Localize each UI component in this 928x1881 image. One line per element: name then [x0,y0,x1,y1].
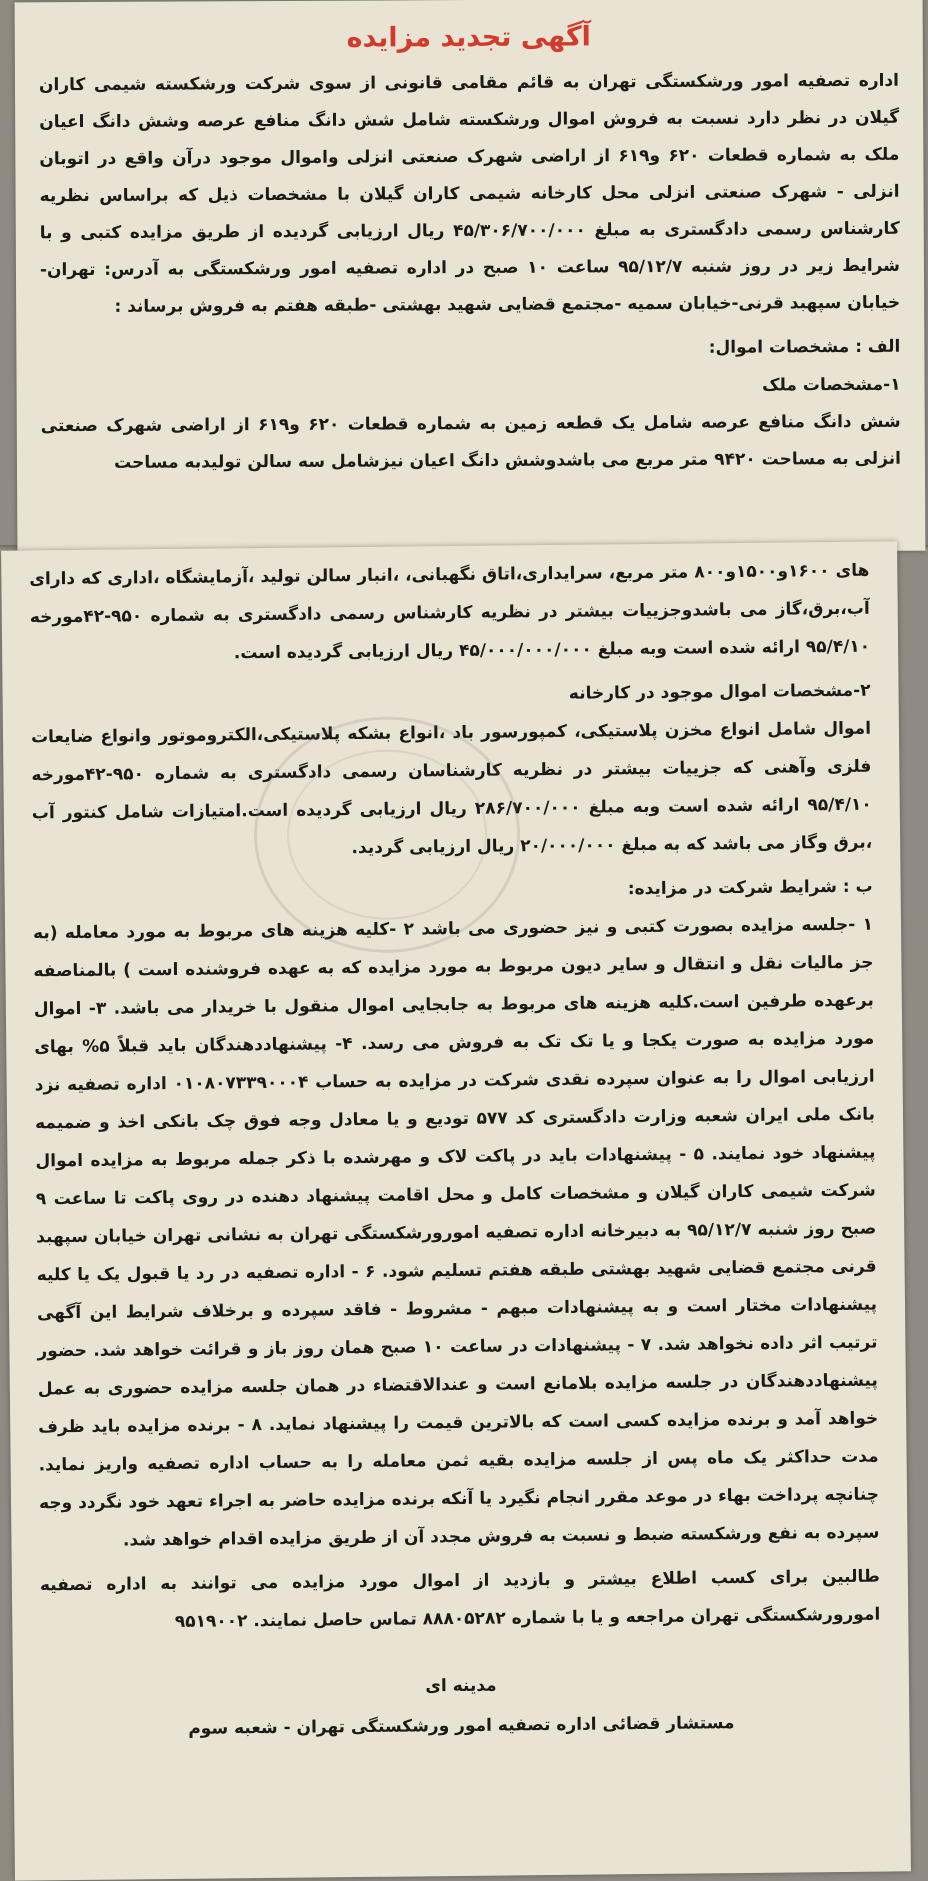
property-paragraph-part1: شش دانگ منافع عرصه شامل یک قطعه زمین به شماره قطعات ۶۲۰ و۶۱۹ از اراضی شهرک صنعتی انزلی به مساحت ۹۴۲۰ متر مربع می باشدوشش دانگ اعیان نیزشامل سه سالن تولیدبه مساحت [40,411,902,473]
signature-title: مستشار قضائی اداره تصفیه امور ورشکستگی تهران - شعبه سوم [188,1713,735,1739]
heading-assets-specs: الف : مشخصات اموال: [708,336,901,358]
intro-paragraph: اداره تصفیه امور ورشکستگی تهران به قائم مقامی قانونی از سوی شرکت ورشکسته شیمی کاران گیلان در نظر دارد نسبت به فروش اموال ورشکسته شامل شش دانگ منافع عرصه وشش دانگ اعیان ملک به شماره قطعات ۶۲۰ و۶۱۹ از اراضی شهرک صنعتی انزلی واموال موجود درآن واقع در اتوبان انزلی - شهرک صنعتی انزلی محل کارخانه شیمی کاران گیلان با مشخصات ذیل که براساس نظریه کارشناس رسمی دادگستری به مبلغ ۴۵/۳۰۶/۷۰۰/۰۰۰ ریال ارزیابی گردیده از طریق مزایده کتبی و با شرایط زیر در روز شنبه ۹۵/۱۲/۷ ساعت ۱۰ صبح در اداره تصفیه امور ورشکستگی به آدرس: تهران-خیابان سپهبد قرنی-خیابان سمیه -مجتمع قضایی شهید بهشتی -طبقه هفتم به فروش برساند : [38,70,901,317]
factory-assets-paragraph: اموال شامل انواع مخزن پلاستیکی، کمپورسور باد ،انواع بشکه پلاستیکی،الکتروموتور وانواع ضایعات فلزی وآهنی که جزییات بیشتر در نظریه کارشناسان رسمی دادگستری به شماره ۹۵۰-۴۲مورخه ۹۵/۴/۱۰ ارائه شده است وبه مبلغ ۲۸۶/۷۰۰/۰۰۰ ریال ارزیابی گردیده است.امتیازات شامل کنتور آب ،برق وگاز می باشد که به مبلغ ۲۰/۰۰۰/۰۰۰ ریال ارزیابی گردید. [30,718,873,859]
heading-factory-assets: ۲-مشخصات اموال موجود در کارخانه [568,680,871,704]
signature-block [41,1662,882,1751]
clipping-top [15,0,926,555]
conditions-paragraph: ۱ -جلسه مزایده بصورت کتبی و نیز حضوری می باشد ۲ -کلیه هزینه های مربوط به مورد معامله (به جز مالیات نقل و انتقال و سایر دیون مربوط به مورد مزایده که به عهده فروشنده است ) بالمناصفه برعهده طرفین است.کلیه هزینه های مربوط به جابجایی اموال منقول با خریدار می باشد. ۳- اموال مورد مزایده به صورت یکجا و یا تک تک به فروش می رسد. ۴- پیشنهاددهندگان باید قبلاً ۵% بهای ارزیابی اموال را به عنوان سپرده نقدی شرکت در مزایده به حساب ۰۱۰۸۰۷۳۳۹۰۰۰۴ اداره تصفیه نزد بانک ملی ایران شعبه وزارت دادگستری کد ۵۷۷ تودیع و یا معادل وجه فوق چک بانکی اخذ و ضمیمه پیشنهاد خود نمایند. ۵ - پیشنهادات باید در پاکت لاک و مهرشده با ذکر جمله مربوط به مزایده اموال شرکت شیمی کاران گیلان و مشخصات کامل و محل اقامت پیشنهاد دهنده در روی پاکت تا ساعت ۹ صبح روز شنبه ۹۵/۱۲/۷ به دبیرخانه اداره تصفیه امورورشکستگی تهران به نشانی تهران خیابان سپهبد قرنی مجتمع قضایی شهید بهشتی طبقه هفتم تسلیم شود. ۶ - اداره تصفیه در رد یا قبول یک یا کلیه پیشنهادات مختار است و به پیشنهادات مبهم - مشروط - فاقد سپرده و برخلاف شرایط این آگهی ترتیب اثر داده نخواهد شد. ۷ - پیشنهادات در ساعت ۱۰ صبح همان روز باز و قرائت خواهد شد. حضور پیشنهاددهندگان در جلسه مزایده بلامانع است و عندالاقتضاء در همان جلسه مزایده حضوری به عمل خواهد آمد و برنده مزایده کسی است که بالاترین قیمت را پیشنهاد نماید. ۸ - برنده مزایده باید ظرف مدت حداکثر یک ماه پس از جلسه مزایده بقیه ثمن معامله را به حساب اداره تصفیه واریز نماید. چنانچه پرداخت بهاء در موعد مقرر انجام نگیرد یا آنکه برنده مزایده حاضر به اجراء تعهد خود نگردد وجه سپرده به نفع ورشکسته ضبط و نسبت به فروش مجدد آن از طریق مزایده اقدام خواهد شد. [32,914,880,1551]
contact-paragraph: طالبین برای کسب اطلاع بیشتر و بازدید از اموال مورد مزایده می توانند به اداره تصفیه امورورشکستگی تهران مراجعه و یا با شماره ۸۸۸۰۵۲۸۲ تماس حاصل نمایند. ۹۵۱۹۰۰۲ [39,1566,881,1632]
signature-name: مدینه ای [425,1675,497,1697]
clipping-bottom [1,541,911,1880]
notice-title: آگهی تجدید مزایده [346,21,591,54]
heading-conditions: ب : شرایط شرکت در مزایده: [627,876,873,900]
property-paragraph-part2: های ۱۶۰۰و۱۵۰۰و۸۰۰ متر مربع، سرایداری،اتاق نگهبانی، ،انبار سالن تولید ،آزمایشگاه ،اداری که دارای آب،برق،گاز می باشدوجزییات بیشتر در نظریه کارشناس رسمی دادگستری به شماره ۹۵۰-۴۲مورخه ۹۵/۴/۱۰ ارائه شده است وبه مبلغ ۴۵/۰۰۰/۰۰۰/۰۰۰ ریال ارزیابی گردیده است. [29,560,871,664]
heading-property-specs: ۱-مشخصات ملک [761,374,901,396]
